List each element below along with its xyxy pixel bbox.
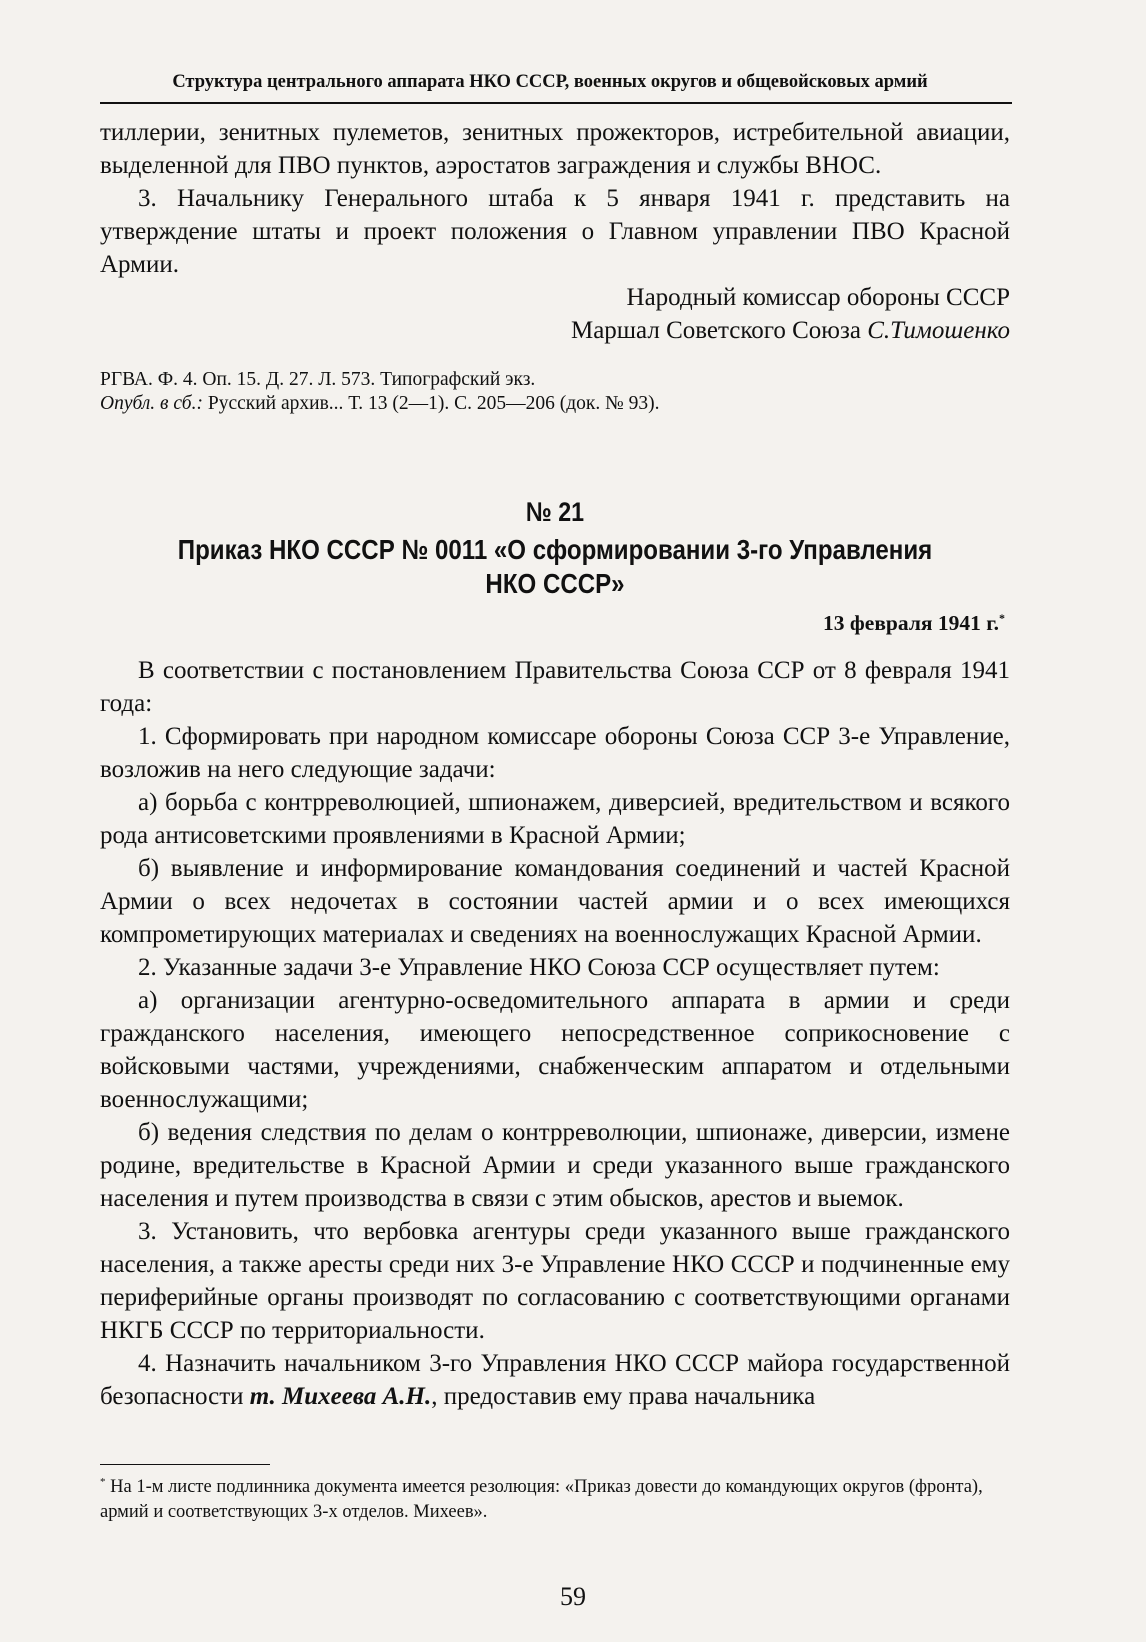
- paragraph: 3. Установить, что вербовка агентуры среди указанного выше гражданского населения, а также аресты среди них 3-е Управление НКО СССР и подчиненные ему периферийные органы производят по согласованию с соответствующими органами НКГБ СССР по территориальности.: [100, 1218, 1010, 1344]
- archival-source: РГВА. Ф. 4. Оп. 15. Д. 27. Л. 573. Типографский экз.: [100, 369, 536, 390]
- footnote-marker: *: [100, 1476, 106, 1488]
- footnote: [100, 1470, 1010, 1525]
- appointee-name: т. Михеева А.Н.: [249, 1383, 432, 1410]
- publication-reference: [100, 392, 1010, 416]
- document-title: Приказ НКО СССР № 0011 «О сформировании 3-го Управления НКО СССР»: [177, 534, 933, 599]
- paragraph: тиллерии, зенитных пулеметов, зенитных прожекторов, истребительной авиации, выделенной для ПВО пунктов, аэростатов заграждения и службы ВНОС.: [100, 119, 1010, 179]
- paragraph-text: , предоставив ему права начальника: [431, 1383, 816, 1410]
- signature-line: [100, 314, 1010, 347]
- footnote-marker: *: [999, 611, 1005, 625]
- paragraph: 1. Сформировать при народном комиссаре обороны Союза ССР 3-е Управление, возложив на него следующие задачи:: [100, 723, 1010, 783]
- publication-details: Русский архив... Т. 13 (2—1). С. 205—206 (док. № 93).: [202, 393, 660, 414]
- running-head-rule: [100, 102, 1012, 104]
- date-text: 13 февраля 1941 г.: [823, 611, 999, 636]
- paragraph: В соответствии с постановлением Правительства Союза ССР от 8 февраля 1941 года:: [100, 657, 1010, 717]
- previous-document-ending: [100, 116, 1010, 347]
- document-body: [100, 654, 1010, 1413]
- document-number: № 21: [525, 497, 585, 527]
- paragraph: б) ведения следствия по делам о контрреволюции, шпионаже, диверсии, измене родине, вредительстве в Красной Армии и среди указанного выше гражданского населения и путем производства в связи с этим обысков, арестов и выемок.: [100, 1119, 1010, 1212]
- paragraph: а) борьба с контрреволюцией, шпионажем, диверсией, вредительством и всякого рода антисоветскими проявлениями в Красной Армии;: [100, 789, 1010, 849]
- paragraph: [100, 1347, 1010, 1413]
- signature-title: Народный комиссар обороны СССР: [626, 284, 1010, 311]
- signature-name: С.Тимошенко: [867, 317, 1010, 344]
- paragraph: 3. Начальнику Генерального штаба к 5 января 1941 г. представить на утверждение штаты и проект положения о Главном управлении ПВО Красной Армии.: [100, 185, 1010, 278]
- paragraph: 2. Указанные задачи 3-е Управление НКО Союза ССР осуществляет путем:: [138, 954, 940, 981]
- running-head: Структура центрального аппарата НКО СССР, военных округов и общевойсковых армий: [172, 72, 928, 92]
- footnote-text-line: [100, 1470, 1010, 1525]
- paragraph: а) организации агентурно-осведомительного аппарата в армии и среди гражданского населения, имеющего непосредственное соприкосновение с войсковыми частями, учреждениями, снабженческим аппаратом и отдельными военнослужащими;: [100, 987, 1010, 1113]
- document-date: [100, 611, 1005, 636]
- signature-rank: Маршал Советского Союза: [570, 317, 868, 344]
- archival-reference: [100, 368, 1010, 416]
- publication-label: Опубл. в сб.:: [100, 393, 203, 414]
- paragraph-text: 4. Назначить начальником 3-го Управления НКО СССР майора государственной безопасности: [100, 1350, 1010, 1410]
- footnote-rule: [100, 1464, 270, 1465]
- footnote-text: На 1-м листе подлинника документа имеется резолюция: «Приказ довести до командующих округов (фронта), армий и соответствующих 3-х отделов. Михеев».: [100, 1477, 983, 1523]
- paragraph: б) выявление и информирование командования соединений и частей Красной Армии о всех недочетах в состоянии частей армии и о всех имеющихся компрометирующих материалах и сведениях на военнослужащих Красной Армии.: [100, 855, 1010, 948]
- page-number: 59: [560, 1582, 586, 1611]
